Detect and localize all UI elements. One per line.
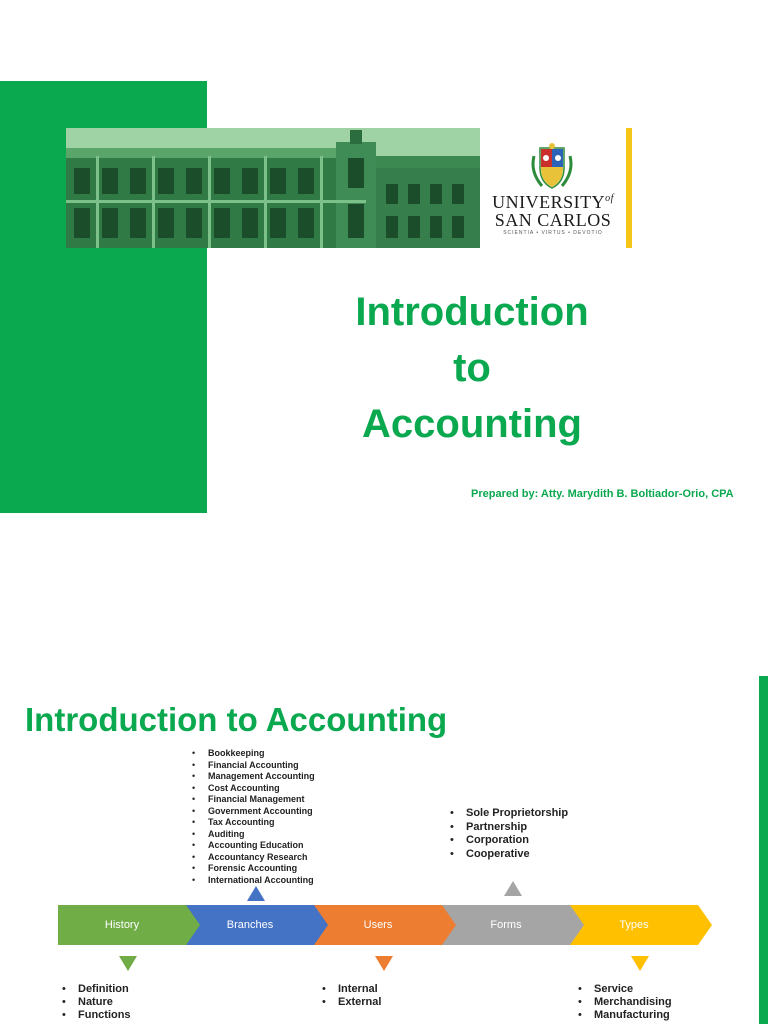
timeline-segment-users: Users: [363, 919, 393, 931]
timeline-labels: [58, 905, 714, 945]
timeline-segment-types: Types: [619, 919, 649, 931]
users-list: [318, 983, 381, 1009]
arrow-down-icon: [375, 956, 393, 971]
list-item: • Internal: [318, 983, 381, 996]
green-edge-bar: [759, 676, 768, 1024]
timeline-segment-branches: Branches: [226, 919, 274, 931]
logo-wordmark-line1: $UNIVERSITY^{of}$: [492, 192, 614, 212]
list-item: • External: [318, 996, 381, 1009]
list-item: • Sole Proprietorship: [446, 807, 568, 821]
list-item: • Manufacturing: [574, 1009, 672, 1022]
list-item: • Definition: [58, 983, 131, 996]
university-logo: [488, 142, 618, 242]
types-list: [574, 983, 672, 1022]
list-item: • Merchandising: [574, 996, 672, 1009]
arrow-down-icon: [631, 956, 649, 971]
list-item: • Financial Management: [188, 794, 315, 806]
slide-title: [330, 284, 614, 452]
list-item: • Nature: [58, 996, 131, 1009]
arrow-up-icon: [504, 881, 522, 896]
timeline-segment-forms: Forms: [490, 919, 522, 931]
branches-list: [188, 748, 315, 886]
logo-motto: SCIENTIA • VIRTUS • DEVOTIO: [503, 230, 603, 236]
logo-wordmark-line2: SAN CARLOS: [494, 210, 612, 230]
arrow-up-icon: [247, 886, 265, 901]
history-list: [58, 983, 131, 1022]
building-photo: [66, 128, 480, 248]
list-item: • Accountancy Research: [188, 852, 315, 864]
list-item: • Tax Accounting: [188, 817, 315, 829]
list-item: • Forensic Accounting: [188, 863, 315, 875]
list-item: • Service: [574, 983, 672, 996]
arrow-down-icon: [119, 956, 137, 971]
overview-slide: [0, 640, 768, 1024]
list-item: • Auditing: [188, 829, 315, 841]
title-line: Accounting: [362, 402, 582, 446]
timeline-segment-history: History: [104, 919, 140, 931]
list-item: • Corporation: [446, 834, 568, 848]
title-line: Introduction: [355, 290, 589, 334]
list-item: • Financial Accounting: [188, 760, 315, 772]
list-item: • Accounting Education: [188, 840, 315, 852]
list-item: • Functions: [58, 1009, 131, 1022]
list-item: • International Accounting: [188, 875, 315, 887]
list-item: • Cooperative: [446, 848, 568, 862]
university-seal-icon: [528, 142, 576, 194]
title-line: to: [453, 346, 491, 390]
list-item: • Bookkeeping: [188, 748, 315, 760]
slide-heading: Introduction to Accounting: [25, 701, 448, 738]
list-item: • Cost Accounting: [188, 783, 315, 795]
yellow-divider: [626, 128, 632, 248]
forms-list: [446, 807, 568, 861]
list-item: • Partnership: [446, 821, 568, 835]
list-item: • Government Accounting: [188, 806, 315, 818]
prepared-by: Prepared by: Atty. Marydith B. Boltiador-Orio, CPA: [471, 488, 734, 500]
list-item: • Management Accounting: [188, 771, 315, 783]
